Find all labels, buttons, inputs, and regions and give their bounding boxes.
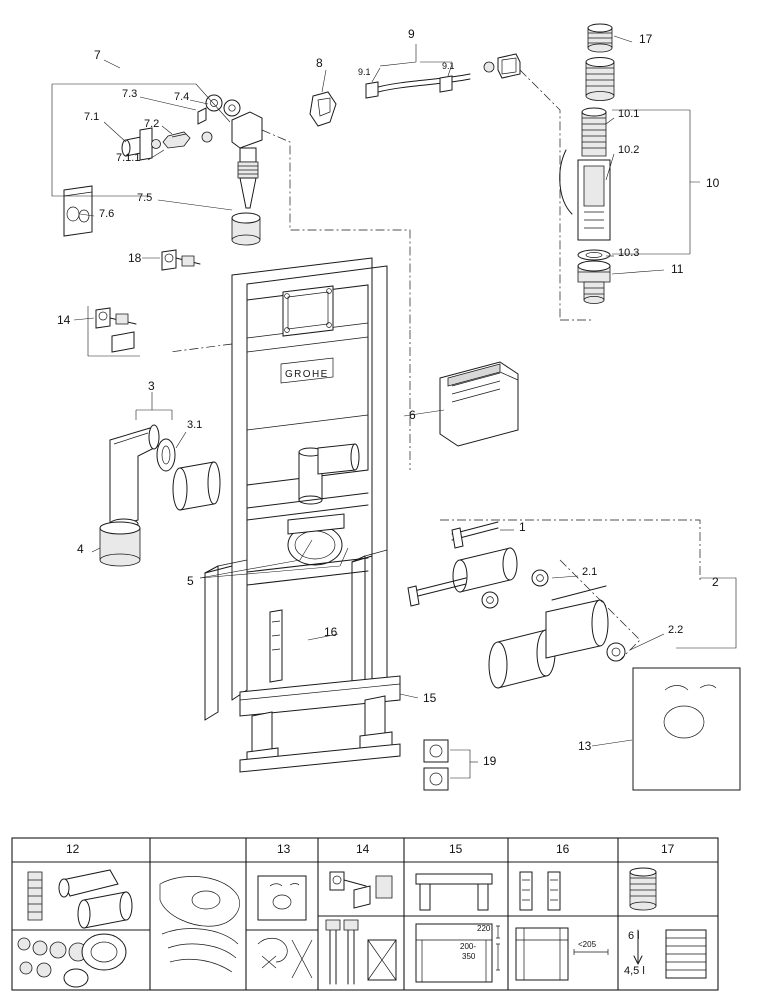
fill-valve-assembly: [52, 84, 262, 245]
callout-13: 13: [578, 739, 592, 753]
callout-7-4: 7.4: [174, 91, 190, 103]
flush-pipes-1-2: [408, 522, 736, 688]
callout-11: 11: [671, 262, 684, 276]
callout-10-2: 10.2: [618, 144, 640, 156]
callout-10-3: 10.3: [618, 247, 640, 259]
legend-number-14: 14: [356, 842, 370, 856]
cistern-frame: [170, 258, 400, 772]
annotation-200: 200-: [460, 942, 477, 951]
callout-9: 9: [408, 27, 415, 41]
callout-14: 14: [57, 313, 71, 327]
callout-7-3: 7.3: [122, 88, 138, 100]
legend-number-17: 17: [661, 842, 675, 856]
callout-3-1: 3.1: [187, 419, 203, 431]
callout-10: 10: [706, 176, 720, 190]
annotation-205: <205: [578, 940, 597, 949]
legend-number-13: 13: [277, 842, 291, 856]
legend-number-15: 15: [449, 842, 463, 856]
callout-2: 2: [712, 575, 719, 589]
outlet-elbow-3: [100, 425, 220, 566]
actuator-unit-6: [440, 362, 518, 446]
annotation-350: 350: [462, 952, 476, 961]
callout-1: 1: [519, 520, 526, 534]
callout-18: 18: [128, 251, 142, 265]
callout-15: 15: [423, 691, 437, 705]
callout-7-1: 7.1: [84, 111, 100, 123]
svg-text:GROHE: GROHE: [285, 369, 329, 380]
annotation-220: 220: [477, 924, 491, 933]
callout-7-5: 7.5: [137, 192, 153, 204]
callout-5: 5: [187, 574, 194, 588]
callout-17: 17: [639, 32, 653, 46]
callout-16: 16: [324, 625, 338, 639]
callout-9-1-right: 9.1: [442, 61, 455, 71]
flush-plate-13: [633, 668, 740, 790]
legend-number-16: 16: [556, 842, 570, 856]
callout-2-1: 2.1: [582, 566, 598, 578]
callout-19: 19: [483, 754, 497, 768]
callout-3: 3: [148, 379, 155, 393]
callout-7: 7: [94, 48, 101, 62]
legend-number-12: 12: [66, 842, 80, 856]
callout-10-1: 10.1: [618, 108, 640, 120]
callout-7-6: 7.6: [99, 208, 115, 220]
callout-8: 8: [316, 56, 323, 70]
callout-9-1-left: 9.1: [358, 67, 371, 77]
callout-6: 6: [409, 408, 416, 422]
legend-strip: [12, 838, 718, 990]
callout-2-2: 2.2: [668, 624, 684, 636]
annotation-6l: 6 l: [628, 930, 640, 942]
callout-7-1-1: 7.1.1: [116, 152, 141, 164]
annotation-45l: 4,5 l: [624, 965, 645, 977]
callout-4: 4: [77, 542, 84, 556]
callout-7-2: 7.2: [144, 118, 160, 130]
mounting-clip-8: [310, 92, 336, 126]
